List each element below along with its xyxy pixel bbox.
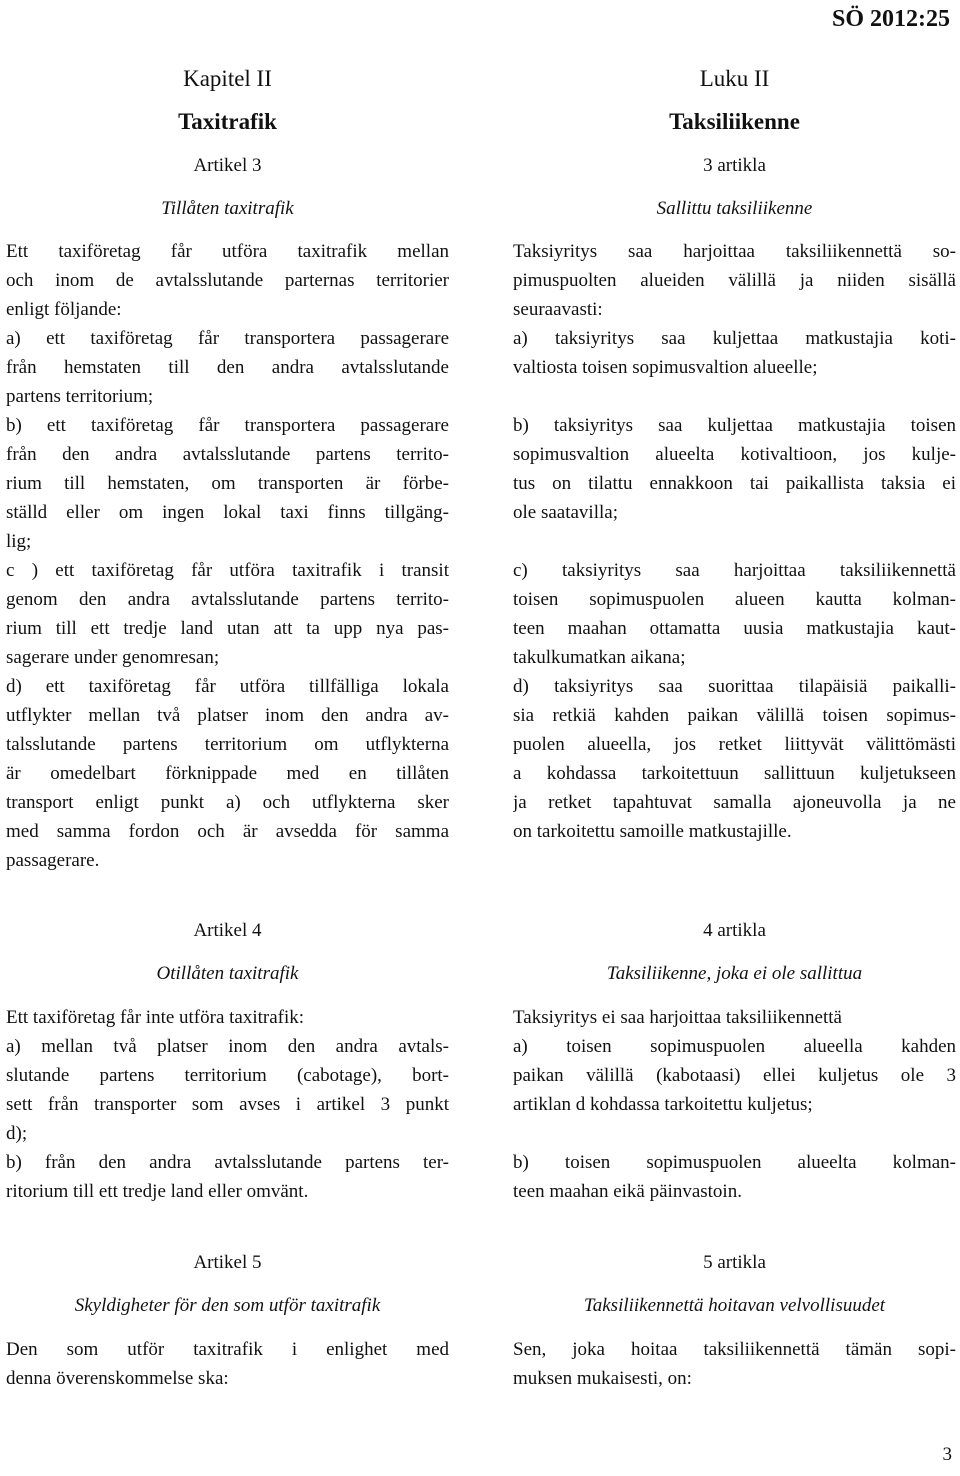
finnish-text-line: Sen, joka hoitaa taksiliikennettä tämän sopi- — [513, 1339, 956, 1360]
finnish-text-line: paikan välillä (kabotaasi) ellei kuljetus ole 3 — [513, 1065, 956, 1086]
finnish-text-line: Taksiyritys ei saa harjoittaa taksiliikennettä — [513, 1007, 842, 1028]
swedish-text-line: denna överenskommelse ska: — [6, 1368, 229, 1389]
swedish-text-line: Artikel 4 — [193, 920, 262, 941]
swedish-text-line: med samma fordon och är avsedda för samma — [6, 821, 449, 842]
finnish-text-line: Taksiyritys saa harjoittaa taksiliikennettä so- — [513, 241, 956, 262]
swedish-text-line: Artikel 3 — [193, 155, 262, 176]
swedish-text-line: ställd eller om ingen lokal taxi finns tillgäng- — [6, 502, 449, 523]
finnish-text-line: tus on tilattu ennakkoon tai paikallista taksia ei — [513, 473, 956, 494]
swedish-text-line: d); — [6, 1123, 28, 1144]
finnish-text-line: pimuspuolten alueiden välillä ja niiden sisällä — [513, 270, 956, 291]
swedish-text-line: b) från den andra avtalsslutande partens ter- — [6, 1152, 449, 1173]
finnish-text-line: a) toisen sopimuspuolen alueella kahden — [513, 1036, 956, 1057]
finnish-text-line: takulkumatkan aikana; — [513, 647, 686, 668]
swedish-text-line: Ett taxiföretag får inte utföra taxitrafik: — [6, 1007, 305, 1028]
document-reference: SÖ 2012:25 — [831, 6, 950, 32]
swedish-text-line: enligt följande: — [6, 299, 122, 320]
swedish-text-line: Taxitrafik — [178, 109, 277, 134]
swedish-text-line: från hemstaten till den andra avtalsslutande — [6, 357, 449, 378]
swedish-text-line: d) ett taxiföretag får utföra tillfälliga lokala — [6, 676, 449, 697]
finnish-text-line: teen maahan ottamatta uusia matkustajia kaut- — [513, 618, 956, 639]
swedish-text-line: utflykter mellan två platser inom den andra av- — [6, 705, 449, 726]
finnish-text-line: b) taksiyritys saa kuljettaa matkustajia toisen — [513, 415, 956, 436]
finnish-text-line: Sallittu taksiliikenne — [656, 198, 813, 219]
swedish-text-line: talsslutande partens territorium om utflykterna — [6, 734, 449, 755]
finnish-text-line: a kohdassa tarkoitettuun sallittuun kuljetukseen — [513, 763, 956, 784]
swedish-text-line: Skyldigheter för den som utför taxitrafik — [74, 1295, 381, 1316]
swedish-text-line: Kapitel II — [183, 66, 272, 91]
swedish-text-line: a) ett taxiföretag får transportera passagerare — [6, 328, 449, 349]
finnish-text-line: c) taksiyritys saa harjoittaa taksiliikennettä — [513, 560, 956, 581]
finnish-text-line: 3 artikla — [703, 155, 766, 176]
swedish-text-line: slutande partens territorium (cabotage), bort- — [6, 1065, 449, 1086]
swedish-text-line: partens territorium; — [6, 386, 154, 407]
swedish-text-line: a) mellan två platser inom den andra avtals- — [6, 1036, 449, 1057]
finnish-text-line: artiklan d kohdassa tarkoitettu kuljetus; — [513, 1094, 813, 1115]
swedish-text-line: Den som utför taxitrafik i enlighet med — [6, 1339, 449, 1360]
finnish-text-line: sopimusvaltion alueelta kotivaltioon, jos kulje- — [513, 444, 956, 465]
swedish-text-line: rium till hemstaten, om transporten är förbe- — [6, 473, 449, 494]
finnish-text-line: ole saatavilla; — [513, 502, 618, 523]
swedish-text-line: passagerare. — [6, 850, 100, 871]
finnish-text-line: Taksiliikenne, joka ei ole sallittua — [606, 963, 863, 984]
swedish-text-line: b) ett taxiföretag får transportera passagerare — [6, 415, 449, 436]
finnish-text-line: teen maahan eikä päinvastoin. — [513, 1181, 742, 1202]
swedish-text-line: från den andra avtalsslutande partens territo- — [6, 444, 449, 465]
finnish-text-line: seuraavasti: — [513, 299, 603, 320]
swedish-text-line: Ett taxiföretag får utföra taxitrafik mellan — [6, 241, 449, 262]
finnish-text-line: d) taksiyritys saa suorittaa tilapäisiä paikalli- — [513, 676, 956, 697]
finnish-text-line: Taksiliikenne — [669, 109, 800, 134]
finnish-text-line: a) taksiyritys saa kuljettaa matkustajia koti- — [513, 328, 956, 349]
swedish-text-line: Otillåten taxitrafik — [156, 963, 299, 984]
swedish-text-line: och inom de avtalsslutande parternas territorier — [6, 270, 449, 291]
finnish-text-line: valtiosta toisen sopimusvaltion alueelle; — [513, 357, 818, 378]
swedish-text-line: sagerare under genomresan; — [6, 647, 220, 668]
swedish-text-line: ritorium till ett tredje land eller omvänt. — [6, 1181, 309, 1202]
finnish-text-line: b) toisen sopimuspuolen alueelta kolman- — [513, 1152, 956, 1173]
finnish-text-line: toisen sopimuspuolen alueen kautta kolman- — [513, 589, 956, 610]
finnish-text-line: Taksiliikennettä hoitavan velvollisuudet — [583, 1295, 886, 1316]
finnish-text-line: Luku II — [699, 66, 770, 91]
swedish-text-line: Tillåten taxitrafik — [161, 198, 294, 219]
swedish-text-line: lig; — [6, 531, 32, 552]
swedish-text-line: Artikel 5 — [193, 1252, 262, 1273]
finnish-text-line: 4 artikla — [703, 920, 766, 941]
swedish-text-line: sett från transporter som avses i artikel 3 punkt — [6, 1094, 449, 1115]
finnish-text-line: muksen mukaisesti, on: — [513, 1368, 692, 1389]
page-number: 3 — [942, 1444, 952, 1465]
swedish-text-line: transport enligt punkt a) och utflykterna sker — [6, 792, 449, 813]
swedish-text-line: är omedelbart förknippade med en tillåten — [6, 763, 449, 784]
swedish-text-line: rium till ett tredje land utan att ta upp nya pas- — [6, 618, 449, 639]
swedish-text-line: c ) ett taxiföretag får utföra taxitrafik i transit — [6, 560, 449, 581]
finnish-text-line: puolen alueella, jos retket liittyvät välittömästi — [513, 734, 956, 755]
finnish-text-line: on tarkoitettu samoille matkustajille. — [513, 821, 792, 842]
finnish-text-line: sia retkiä kahden paikan välillä toisen sopimus- — [513, 705, 956, 726]
swedish-text-line: genom den andra avtalsslutande partens territo- — [6, 589, 449, 610]
finnish-text-line: ja retket tapahtuvat samalla ajoneuvolla ja ne — [513, 792, 956, 813]
finnish-text-line: 5 artikla — [703, 1252, 766, 1273]
